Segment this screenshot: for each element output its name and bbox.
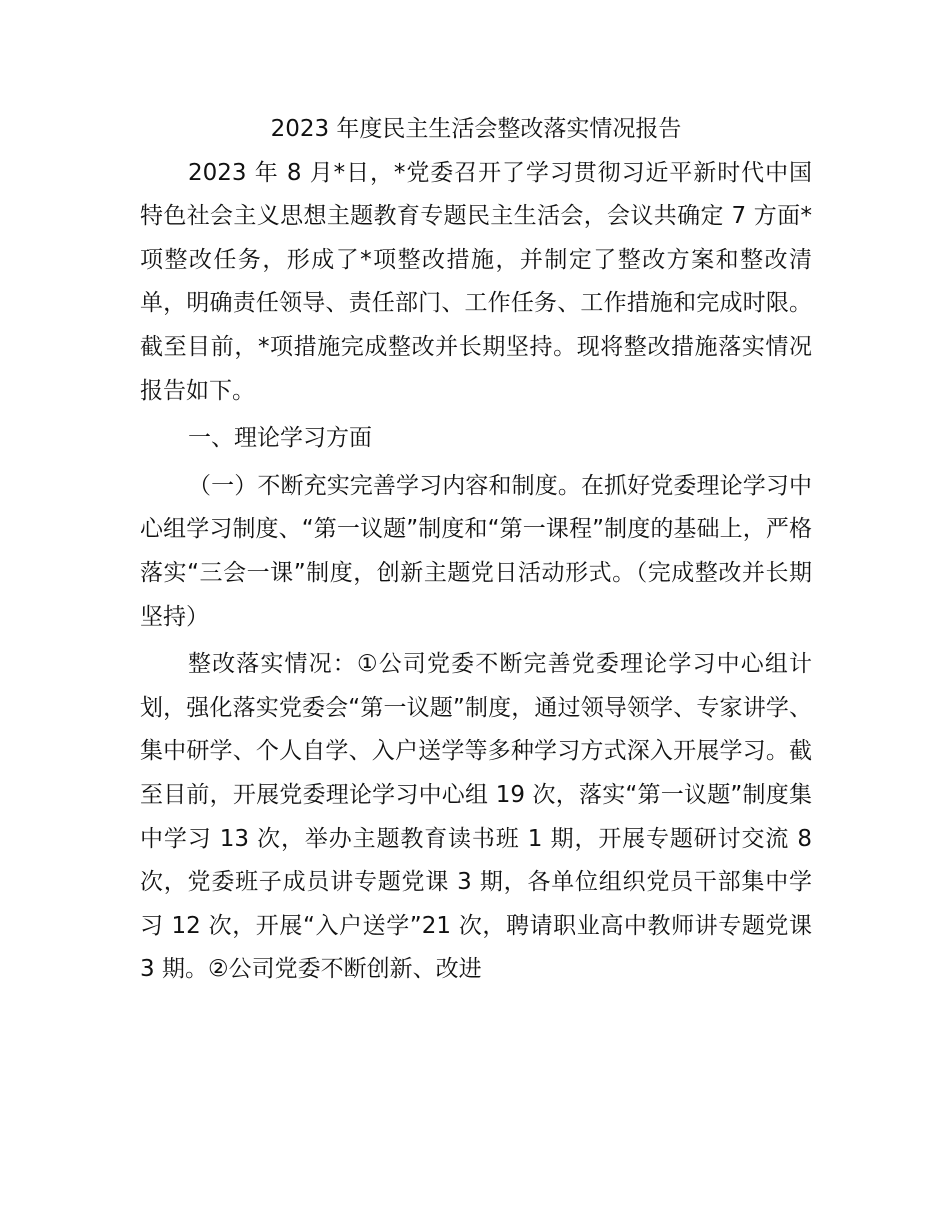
rectification-item-1: （一）不断充实完善学习内容和制度。在抓好党委理论学习中心组学习制度、“第一议题”制度和“第一课程”制度的基础上，严格落实“三会一课”制度，创新主题党日活动形式。（完成整改并长期坚持） bbox=[140, 472, 812, 630]
section-heading-theory-study: 一、理论学习方面 bbox=[188, 425, 372, 452]
document-title: 2023 年度民主生活会整改落实情况报告 bbox=[270, 116, 682, 142]
implementation-status-paragraph: 整改落实情况：①公司党委不断完善党委理论学习中心组计划，强化落实党委会“第一议题”制度，通过领导领学、专家讲学、集中研学、个人自学、入户送学等多种学习方式深入开展学习。截至目前，开展党委理论学习中心组 19 次，落实“第一议题”制度集中学习 13 次，举办主题教育读书班 1 期，开展专题研讨交流 8 次，党委班子成员讲专题党课 3 期，各单位组织党员干部集中学习 12 次，开展“入户送学”21 次，聘请职业高中教师讲专题党课 3 期。②公司党委不断创新、改进 bbox=[140, 651, 812, 983]
intro-paragraph: 2023 年 8 月*日，*党委召开了学习贯彻习近平新时代中国特色社会主义思想主题教育专题民主生活会，会议共确定 7 方面*项整改任务，形成了*项整改措施，并制定了整改方案和整改清单，明确责任领导、责任部门、工作任务、工作措施和完成时限。截至目前，*项措施完成整改并长期坚持。现将整改措施落实情况报告如下。 bbox=[140, 159, 812, 404]
document-body bbox=[140, 108, 812, 992]
